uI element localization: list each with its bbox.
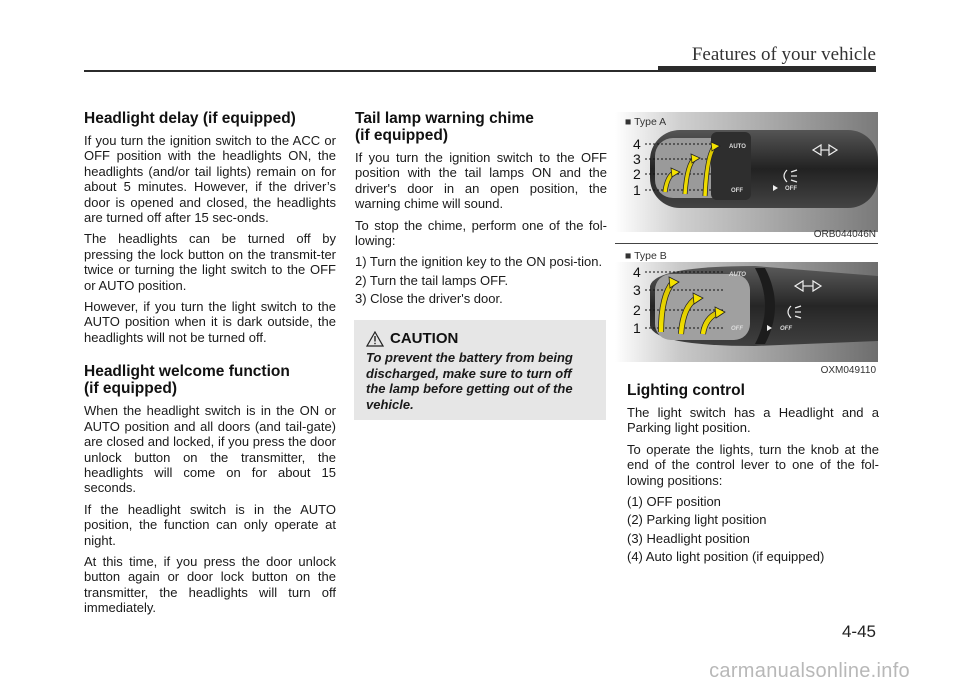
paragraph: The light switch has a Headlight and a Parking light position. [627,405,879,436]
position-number: 2 [633,166,641,182]
paragraph: If the headlight switch is in the AUTO position, the function can only operate at night. [84,501,336,548]
page-number: 4-45 [841,622,876,641]
caution-text: To prevent the battery from being discharged, make sure to turn off the lamp before getting out of the vehicle. [366,350,573,412]
figure-type-label: ■ Type B [625,250,667,262]
column-right [627,382,879,568]
off-mark: OFF [780,326,792,332]
heading-line: Headlight welcome function [84,363,290,381]
caution-header [366,330,594,347]
column-middle [355,110,607,310]
figure-divider [615,243,878,244]
position-number: 4 [633,136,641,152]
auto-mark: AUTO [729,272,746,278]
header-rule [84,70,876,72]
warning-triangle-icon [366,331,384,347]
heading-lighting-control: Lighting control [627,382,745,399]
heading-line: (if equipped) [355,127,448,144]
figure-type-b [615,246,878,378]
position-number: 3 [633,151,641,167]
list-item: (3) Headlight position [627,530,750,546]
list-item: 1) Turn the ignition key to the ON posi-tion. [355,254,603,270]
heading-welcome-function [84,363,336,397]
paragraph: When the headlight switch is in the ON or AUTO position and all doors (and tail-gate) are closed and locked, if you press the door unlock button on the transmitter, the headlights will come on for about 15 seconds. [84,403,336,496]
figure-code: ORB044046N [813,229,876,240]
paragraph: To stop the chime, perform one of the fol-lowing: [355,217,607,249]
auto-mark: AUTO [729,144,746,150]
heading-line: Tail lamp warning chime [355,110,534,127]
column-left [84,110,336,622]
position-number: 3 [633,282,641,298]
paragraph: The headlights can be turned off by pressing the lock button on the transmit-ter twice or turning the light switch to the OFF or AUTO position. [84,231,336,293]
heading-tail-lamp-chime [355,110,607,144]
list-item: (4) Auto light position (if equipped) [627,549,825,565]
heading-line: (if equipped) [84,380,177,398]
paragraph: At this time, if you press the door unlock button again or door lock button on the transmitter, the headlights will turn off immediately. [84,553,336,616]
figure-code: OXM049110 [820,365,876,376]
caution-title: CAUTION [390,330,459,347]
off-mark: OFF [731,188,743,194]
paragraph: However, if you turn the light switch to the AUTO position when it is dark outside, the headlights will not be turned off. [84,299,336,345]
position-number: 4 [633,264,641,280]
paragraph: If you turn the ignition switch to the OFF position with the tail lamps ON and the driver's door in an open position, the warning chime will sound. [355,150,607,212]
figure-type-label: ■ Type A [625,116,667,128]
caution-box [354,320,606,420]
off-mark: OFF [731,326,743,332]
heading-headlight-delay: Headlight delay (if equipped) [84,110,296,127]
section-title: Features of your vehicle [691,44,876,65]
position-numbers [615,246,655,346]
list-item: (2) Parking light position [627,512,767,528]
position-numbers [615,112,655,212]
position-number: 1 [633,182,641,198]
watermark: carmanualsonline.info [709,660,910,682]
list-item: (1) OFF position [627,494,721,510]
position-number: 1 [633,320,641,336]
figure-type-a [615,112,878,242]
position-number: 2 [633,302,641,318]
paragraph: If you turn the ignition switch to the ACC or OFF position with the headlights ON, the headlights (and/or tail lights) remain on for about 5 minutes. However, if the driver’s door is opened and closed, the headlights are turned off after 15 sec-onds. [84,133,336,226]
list-item: 3) Close the driver's door. [355,291,503,307]
off-mark: OFF [785,186,797,192]
list-item: 2) Turn the tail lamps OFF. [355,272,509,288]
paragraph: To operate the lights, turn the knob at the end of the control lever to one of the fol-lowing positions: [627,441,879,488]
